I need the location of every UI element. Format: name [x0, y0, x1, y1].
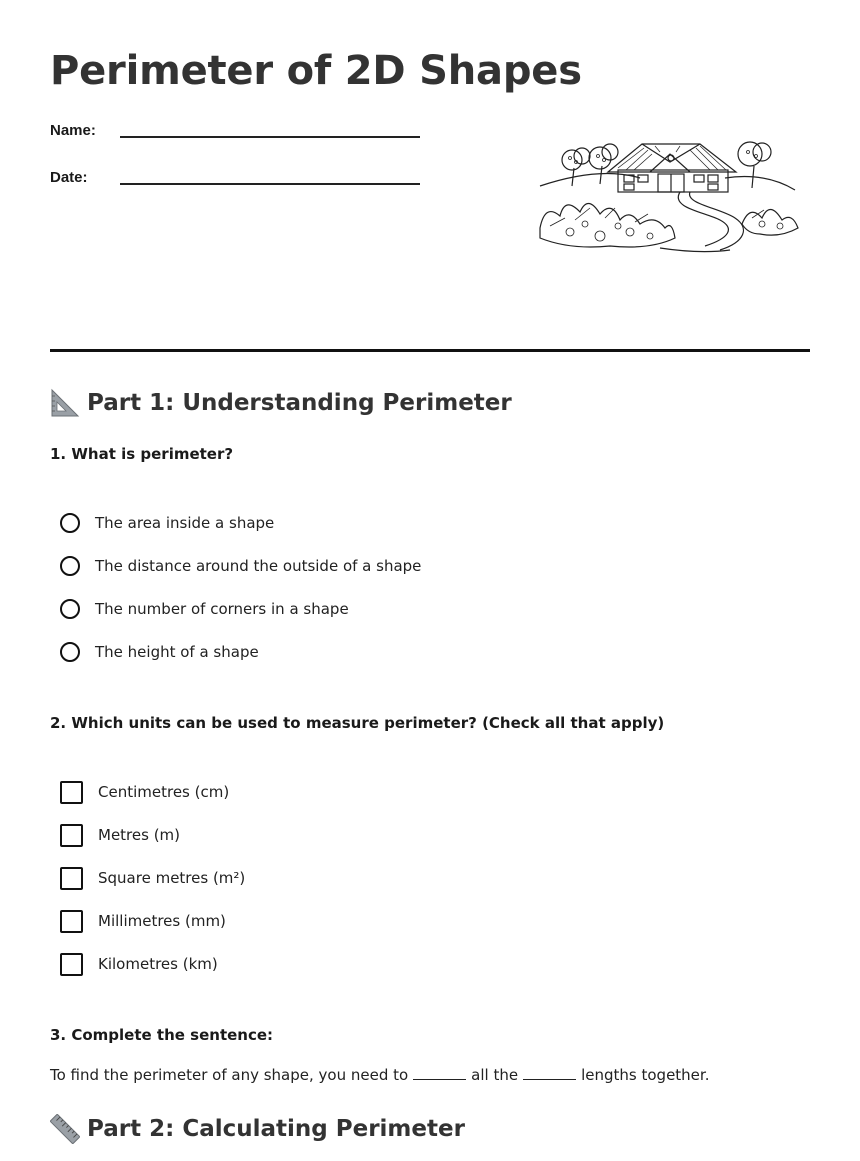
part1-heading — [50, 388, 512, 418]
sentence-part-2: all the — [471, 1066, 519, 1084]
date-input-line[interactable] — [120, 183, 420, 185]
set-square-icon — [50, 388, 80, 418]
checkbox[interactable] — [60, 910, 83, 933]
part2-heading-text: Part 2: Calculating Perimeter — [87, 1116, 465, 1142]
q1-option-1-label: The area inside a shape — [95, 514, 275, 532]
name-input-line[interactable] — [120, 136, 420, 138]
q2-option-4[interactable] — [60, 908, 226, 934]
checkbox[interactable] — [60, 867, 83, 890]
q2-option-5[interactable] — [60, 951, 218, 977]
q2-option-2-label: Metres (m) — [98, 826, 181, 844]
radio-button[interactable] — [60, 556, 80, 576]
q1-option-4[interactable] — [60, 639, 259, 665]
radio-button[interactable] — [60, 513, 80, 533]
q2-option-5-label: Kilometres (km) — [98, 955, 218, 973]
name-label: Name: — [50, 122, 96, 139]
date-field[interactable] — [50, 169, 88, 186]
q1-option-3-label: The number of corners in a shape — [95, 600, 349, 618]
q1-option-2[interactable] — [60, 553, 421, 579]
checkbox[interactable] — [60, 781, 83, 804]
q2-option-4-label: Millimetres (mm) — [98, 912, 226, 930]
ruler-icon — [50, 1114, 80, 1144]
q2-option-3-label: Square metres (m²) — [98, 869, 246, 887]
part2-heading — [50, 1114, 465, 1144]
name-field[interactable] — [50, 122, 96, 139]
house-garden-illustration — [530, 128, 805, 256]
radio-button[interactable] — [60, 642, 80, 662]
question-3: 3. Complete the sentence: — [50, 1026, 274, 1044]
question-2: 2. Which units can be used to measure perimeter? (Check all that apply) — [50, 714, 665, 732]
header-divider — [50, 349, 810, 352]
q1-option-4-label: The height of a shape — [95, 643, 259, 661]
sentence-part-3: lengths together. — [581, 1066, 710, 1084]
blank-2[interactable] — [523, 1066, 576, 1080]
question-1: 1. What is perimeter? — [50, 445, 234, 463]
fill-in-sentence — [50, 1066, 709, 1084]
q1-option-3[interactable] — [60, 596, 349, 622]
q1-option-2-label: The distance around the outside of a shape — [95, 557, 422, 575]
part1-heading-text: Part 1: Understanding Perimeter — [87, 390, 512, 416]
q1-option-1[interactable] — [60, 510, 274, 536]
date-label: Date: — [50, 169, 88, 186]
q2-option-3[interactable] — [60, 865, 245, 891]
page-title: Perimeter of 2D Shapes — [50, 48, 582, 94]
q2-option-1-label: Centimetres (cm) — [98, 783, 230, 801]
q2-option-2[interactable] — [60, 822, 180, 848]
checkbox[interactable] — [60, 824, 83, 847]
checkbox[interactable] — [60, 953, 83, 976]
blank-1[interactable] — [413, 1066, 466, 1080]
radio-button[interactable] — [60, 599, 80, 619]
q2-option-1[interactable] — [60, 779, 229, 805]
sentence-part-1: To find the perimeter of any shape, you need to — [50, 1066, 409, 1084]
